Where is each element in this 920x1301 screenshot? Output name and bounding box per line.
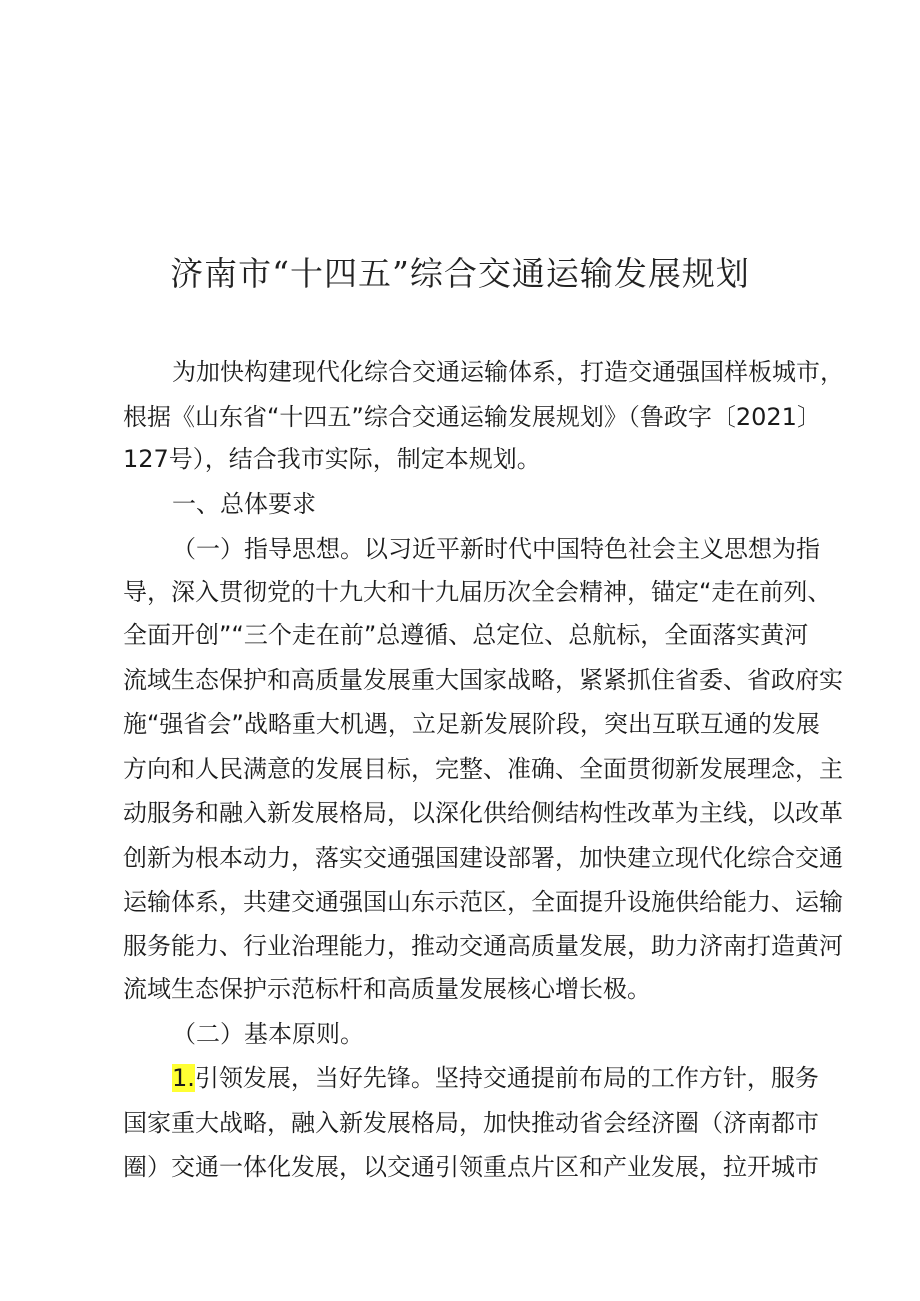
paragraph-line: 127号），结合我市实际，制定本规划。 — [123, 445, 541, 473]
paragraph-line: 动服务和融入新发展格局，以深化供给侧结构性改革为主线，以改革 — [123, 799, 843, 827]
document-title: 济南市“十四五”综合交通运输发展规划 — [170, 254, 750, 293]
paragraph-line: 创新为根本动力，落实交通强国建设部署，加快建立现代化综合交通 — [123, 844, 843, 872]
paragraph-line: 方向和人民满意的发展目标，完整、准确、全面贯彻新发展理念，主 — [123, 755, 843, 783]
paragraph-line: 运输体系，共建交通强国山东示范区，全面提升设施供给能力、运输 — [123, 888, 843, 916]
paragraph-line: 导，深入贯彻党的十九大和十九届历次全会精神，锚定“走在前列、 — [123, 578, 832, 606]
subsection-heading: （二）基本原则。 — [172, 1020, 364, 1048]
paragraph-line: 根据《山东省“十四五”综合交通运输发展规划》（鲁政字〔2021〕 — [123, 403, 821, 431]
paragraph-line: 圈）交通一体化发展，以交通引领重点片区和产业发展，拉开城市 — [123, 1153, 819, 1181]
paragraph-line: 全面开创”“三个走在前”总遵循、总定位、总航标，全面落实黄河 — [123, 621, 809, 649]
paragraph-line: 为加快构建现代化综合交通运输体系，打造交通强国样板城市， — [172, 358, 844, 386]
numbered-item-line — [172, 1058, 819, 1093]
paragraph-line: 服务能力、行业治理能力，推动交通高质量发展，助力济南打造黄河 — [123, 932, 843, 960]
item-text: 引领发展，当好先锋。坚持交通提前布局的工作方针，服务 — [194, 1064, 819, 1092]
paragraph-line: 国家重大战略，融入新发展格局，加快推动省会经济圈（济南都市 — [123, 1109, 819, 1137]
paragraph-line: （一）指导思想。以习近平新时代中国特色社会主义思想为指 — [172, 535, 820, 563]
paragraph-line: 施“强省会”战略重大机遇，立足新发展阶段，突出互联互通的发展 — [123, 710, 820, 738]
section-heading: 一、总体要求 — [172, 490, 316, 518]
paragraph-line: 流域生态保护示范标杆和高质量发展核心增长极。 — [123, 975, 651, 1003]
paragraph-line: 流域生态保护和高质量发展重大国家战略，紧紧抓住省委、省政府实 — [123, 666, 843, 694]
item-number-highlight: 1. — [172, 1064, 195, 1092]
